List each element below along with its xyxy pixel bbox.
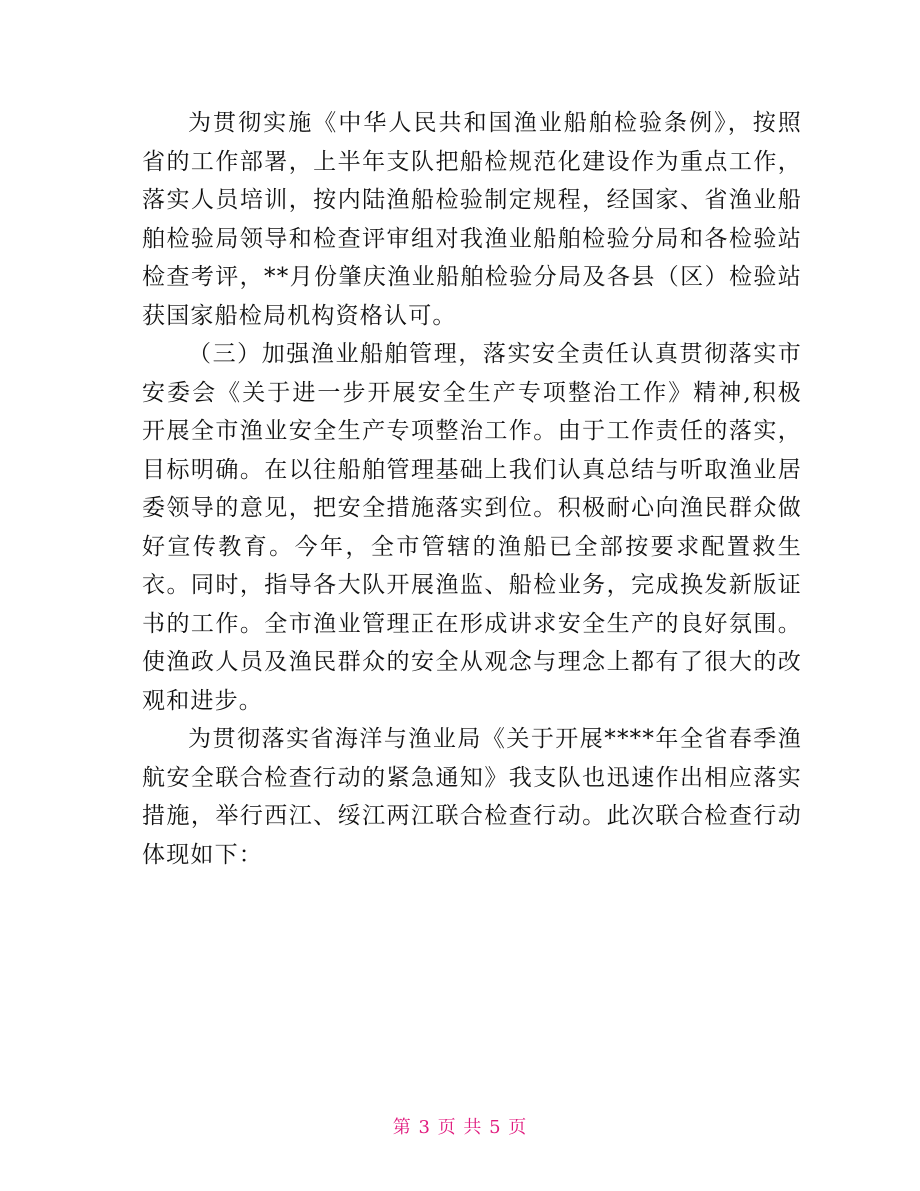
- page-footer: [0, 1113, 920, 1139]
- paragraph-3: 为贯彻落实省海洋与渔业局《关于开展****年全省春季渔航安全联合检查行动的紧急通知》我支队也迅速作出相应落实措施，举行西江、绥江两江联合检查行动。此次联合检查行动体现如下：: [142, 726, 802, 868]
- page-number-label: 第 3 页 共 5 页: [392, 1117, 528, 1138]
- paragraph-2: （三）加强渔业船舶管理，落实安全责任认真贯彻落实市安委会《关于进一步开展安全生产专项整治工作》精神,积极开展全市渔业安全生产专项整治工作。由于工作责任的落实，目标明确。在以往船舶管理基础上我们认真总结与听取渔业居委领导的意见，把安全措施落实到位。积极耐心向渔民群众做好宣传教育。今年，全市管辖的渔船已全部按要求配置救生衣。同时，指导各大队开展渔监、船检业务，完成换发新版证书的工作。全市渔业管理正在形成讲求安全生产的良好氛围。使渔政人员及渔民群众的安全从观念与理念上都有了很大的改观和进步。: [142, 341, 802, 714]
- paragraph-1: 为贯彻实施《中华人民共和国渔业船舶检验条例》，按照省的工作部署，上半年支队把船检规范化建设作为重点工作，落实人员培训，按内陆渔船检验制定规程，经国家、省渔业船舶检验局领导和检查评审组对我渔业船舶检验分局和各检验站检查考评，**月份肇庆渔业船舶检验分局及各县（区）检验站获国家船检局机构资格认可。: [142, 110, 802, 329]
- document-body: [142, 104, 802, 874]
